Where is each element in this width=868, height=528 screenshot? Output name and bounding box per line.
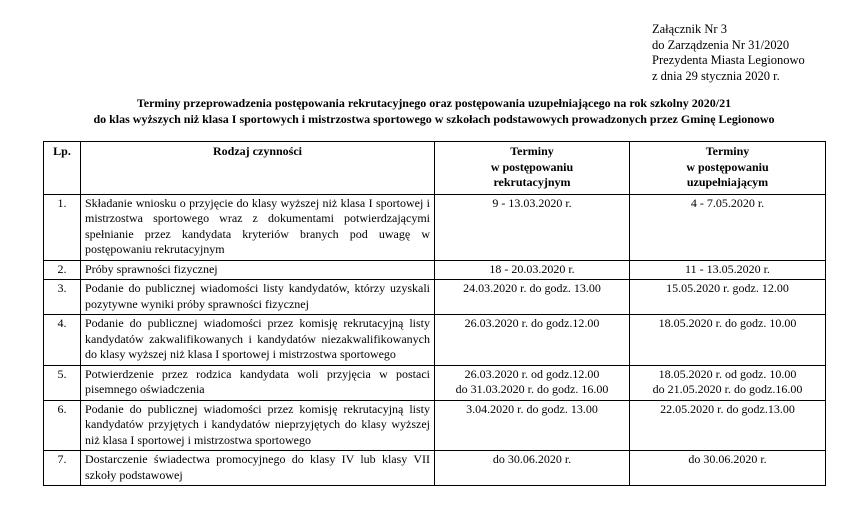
term-line: 22.05.2020 r. do godz.13.00 [660,401,795,416]
term-line: 18.05.2020 r. do godz. 10.00 [658,316,797,330]
row-recruitment-term [435,280,630,315]
term-line: 11 - 13.05.2020 r. [685,261,770,276]
row-number: 7. [44,451,81,486]
row-activity [81,400,435,451]
row-number: 3. [44,280,81,315]
row-recruitment-term [435,451,630,486]
table-row [44,365,826,400]
table-row [44,280,826,315]
activity-text: Podanie do publicznej wiadomości przez komisję rekrutacyjną listy kandydatów zakwalifikowanych i kandydatów niezakwalifikowanych do klasy wyższej niż klasa I sportowej i mistrzostwa sportowego [85,316,430,361]
row-number: 2. [44,260,81,280]
row-supplementary-term [630,260,826,280]
activity-text: Potwierdzenie przez rodzica kandydata woli przyjęcia w postaci pisemnego oświadczenia [85,366,430,396]
row-activity [81,194,435,260]
row-supplementary-term [630,400,826,451]
term-line: do 31.03.2020 r. do godz. 16.00 [455,382,609,396]
term-line: do 30.06.2020 r. [492,452,572,466]
row-number: 5. [44,365,81,400]
row-recruitment-term [435,365,630,400]
table-row [44,194,826,260]
activity-text: Dostarczenie świadectwa promocyjnego do klasy IV lub klasy VII szkoły podstawowej [85,452,430,482]
term-line: do 21.05.2020 r. do godz.16.00 [652,382,803,396]
header-recruitment [435,142,630,195]
row-activity [81,451,435,486]
term-line: 18 - 20.03.2020 r. [489,261,575,276]
term-line: 15.05.2020 r. godz. 12.00 [666,281,789,295]
term-line: 18.05.2020 r. od godz. 10.00 [658,366,797,381]
term-line: 26.03.2020 r. od godz.12.00 [464,366,600,381]
term-line: 4 - 7.05.2020 r. [690,195,765,210]
activity-text: Podanie do publicznej wiadomości listy kandydatów, którzy uzyskali pozytywne wyniki próby sprawności fizycznej [85,281,430,311]
row-activity [81,260,435,280]
table-row [44,260,826,280]
row-recruitment-term [435,194,630,260]
table-header-row [44,142,826,195]
schedule-table [43,141,826,486]
annex-note [652,22,805,84]
activity-text: Próby sprawności fizycznej [85,261,218,276]
row-number: 4. [44,315,81,366]
table-row [44,400,826,451]
document-title [0,95,868,127]
header-recruitment-line: Terminy [510,144,554,158]
annex-line: do Zarządzenia Nr 31/2020 [652,37,790,52]
row-number: 1. [44,194,81,260]
row-supplementary-term [630,451,826,486]
header-supplementary [630,142,826,195]
term-line: do 30.06.2020 r. [688,452,767,466]
row-recruitment-term [435,315,630,366]
header-lp: Lp. [44,142,81,195]
row-supplementary-term [630,280,826,315]
header-recruitment-line: rekrutacyjnym [493,175,571,189]
row-activity [81,280,435,315]
activity-text: Podanie do publicznej wiadomości przez komisję rekrutacyjną listy kandydatów przyjętych i kandydatów nieprzyjętych do klasy wyższej niż klasa I sportowej i mistrzostwa sportowego [85,401,430,447]
annex-line: Załącznik Nr 3 [652,22,727,36]
row-recruitment-term [435,260,630,280]
term-line: 3.04.2020 r. do godz. 13.00 [466,401,598,416]
header-supplementary-line: Terminy [705,144,750,158]
term-line: 26.03.2020 r. do godz.12.00 [464,316,600,330]
activity-text: Składanie wniosku o przyjęcie do klasy wyższej niż klasa I sportowej i mistrzostwa sportowego wraz z dokumentami potwierdzającymi spełnianie przez kandydata kryteriów branych pod uwagę w postępowaniu rekrutacyjnym [85,195,430,256]
row-activity [81,365,435,400]
table-row [44,315,826,366]
row-recruitment-term [435,400,630,451]
header-supplementary-line: w postępowaniu [686,159,769,174]
header-recruitment-line: w postępowaniu [490,159,574,174]
row-number: 6. [44,400,81,451]
row-supplementary-term [630,315,826,366]
header-supplementary-line: uzupełniającym [686,175,769,189]
row-supplementary-term [630,365,826,400]
title-line-2: do klas wyższych niż klasa I sportowych i mistrzostwa sportowego w szkołach podstawowych prowadzonych przez Gminę Legionowo [93,112,775,126]
title-line-1: Terminy przeprowadzenia postępowania rekrutacyjnego oraz postępowania uzupełniającego na rok szkolny 2020/21 [136,96,732,110]
annex-line: z dnia 29 stycznia 2020 r. [652,68,780,83]
annex-line: Prezydenta Miasta Legionowo [652,53,805,67]
header-activity: Rodzaj czynności [81,142,435,195]
term-line: 24.03.2020 r. do godz. 13.00 [463,281,601,295]
term-line: 9 - 13.03.2020 r. [492,195,572,210]
row-activity [81,315,435,366]
table-row [44,451,826,486]
row-supplementary-term [630,194,826,260]
